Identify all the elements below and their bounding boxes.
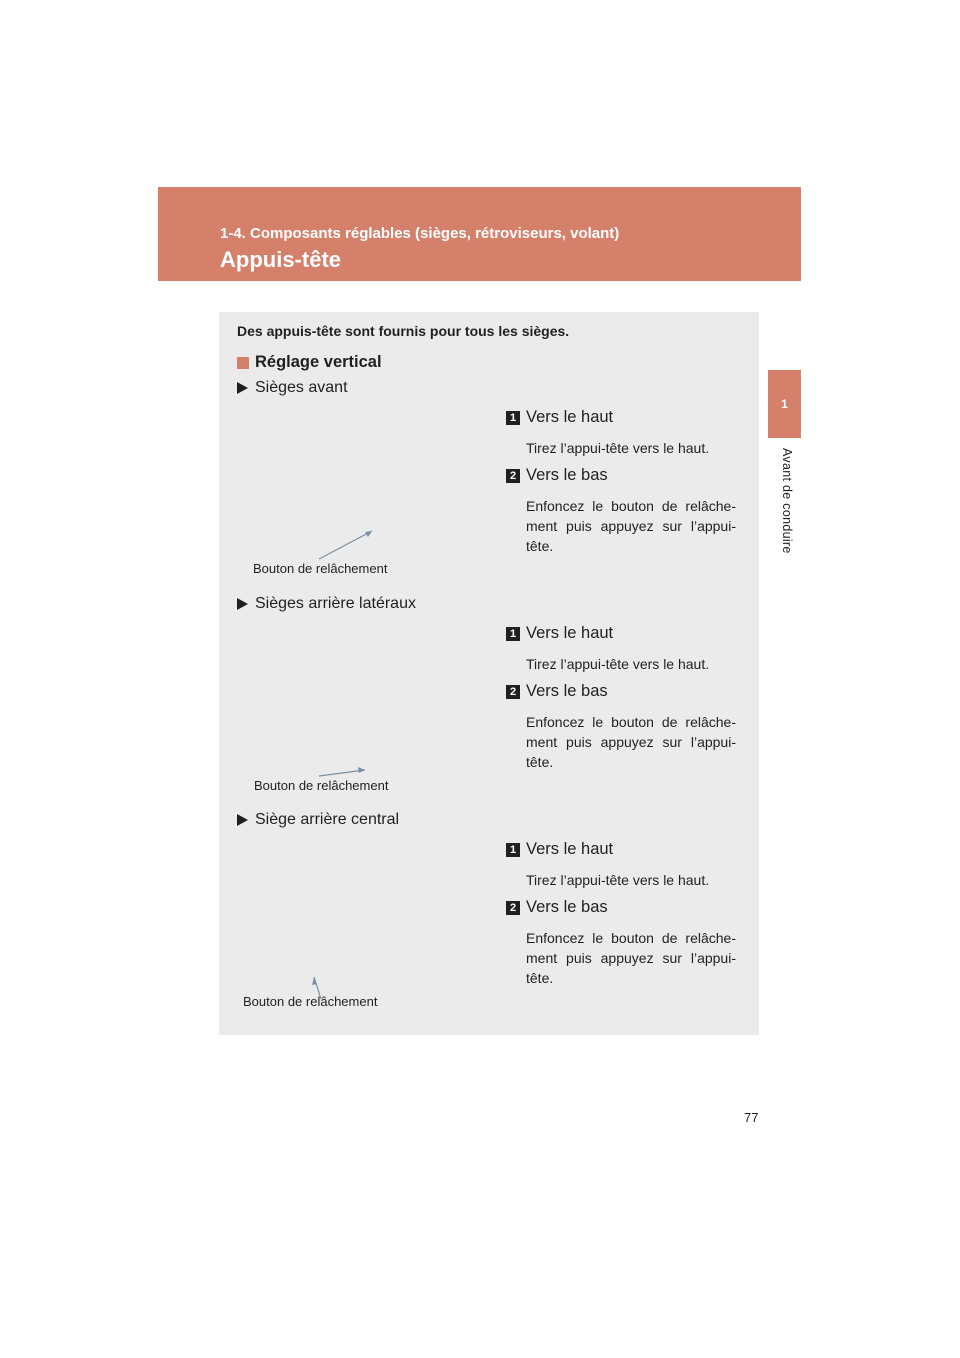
step-description: Tirez l’appui-tête vers le haut.: [526, 440, 710, 456]
step-item: [506, 466, 608, 485]
triangle-bullet-icon: [237, 598, 248, 610]
callout-label: Bouton de relâchement: [253, 561, 388, 576]
step-title: Vers le haut: [526, 408, 614, 426]
chapter-label: Avant de conduire: [780, 448, 794, 554]
triangle-bullet-icon: [237, 814, 248, 826]
callout-label: Bouton de relâchement: [254, 778, 389, 793]
chapter-number: 1: [781, 397, 788, 411]
seat-heading-front: [237, 379, 348, 397]
page-number: 77: [744, 1110, 759, 1125]
step-description: Enfoncez le bouton de relâche-ment puis appuyez sur l’appui-tête.: [526, 714, 736, 770]
figure-rear-center: [219, 829, 489, 1024]
subheading-label: Réglage vertical: [255, 353, 382, 371]
page-title: Appuis-tête: [220, 247, 341, 272]
seat-heading-label: Sièges avant: [255, 379, 348, 396]
step-number: 1: [506, 411, 520, 425]
step-item: [506, 408, 613, 427]
seat-heading-rear-center: [237, 811, 399, 829]
step-number: 1: [506, 843, 520, 857]
header-band: [158, 187, 801, 281]
step-item: [506, 898, 608, 917]
step-item: [506, 682, 608, 701]
content-box: [219, 312, 759, 1035]
figure-rear-side: [219, 613, 489, 808]
triangle-bullet-icon: [237, 382, 248, 394]
step-item: [506, 624, 613, 643]
step-title: Vers le haut: [526, 624, 614, 642]
step-number: 2: [506, 469, 520, 483]
step-number: 1: [506, 627, 520, 641]
step-number: 2: [506, 901, 520, 915]
figure-front: [219, 397, 489, 592]
callout-label: Bouton de relâchement: [243, 994, 378, 1009]
seat-heading-label: Siège arrière central: [255, 811, 400, 828]
step-description: Enfoncez le bouton de relâche-ment puis appuyez sur l’appui-tête.: [526, 498, 736, 554]
step-title: Vers le bas: [526, 898, 608, 916]
intro-text: Des appuis-tête sont fournis pour tous les sièges.: [237, 323, 570, 339]
seat-heading-label: Sièges arrière latéraux: [255, 595, 416, 612]
section-title: 1-4. Composants réglables (sièges, rétroviseurs, volant): [220, 225, 620, 242]
seat-heading-rear-side: [237, 595, 416, 613]
step-item: [506, 840, 613, 859]
step-description: Enfoncez le bouton de relâche-ment puis appuyez sur l’appui-tête.: [526, 930, 736, 986]
subheading: [237, 353, 382, 372]
square-bullet-icon: [237, 357, 249, 369]
step-title: Vers le bas: [526, 682, 608, 700]
step-title: Vers le haut: [526, 840, 614, 858]
step-description: Tirez l’appui-tête vers le haut.: [526, 656, 710, 672]
step-description: Tirez l’appui-tête vers le haut.: [526, 872, 710, 888]
step-number: 2: [506, 685, 520, 699]
chapter-tab[interactable]: [768, 370, 801, 438]
step-title: Vers le bas: [526, 466, 608, 484]
